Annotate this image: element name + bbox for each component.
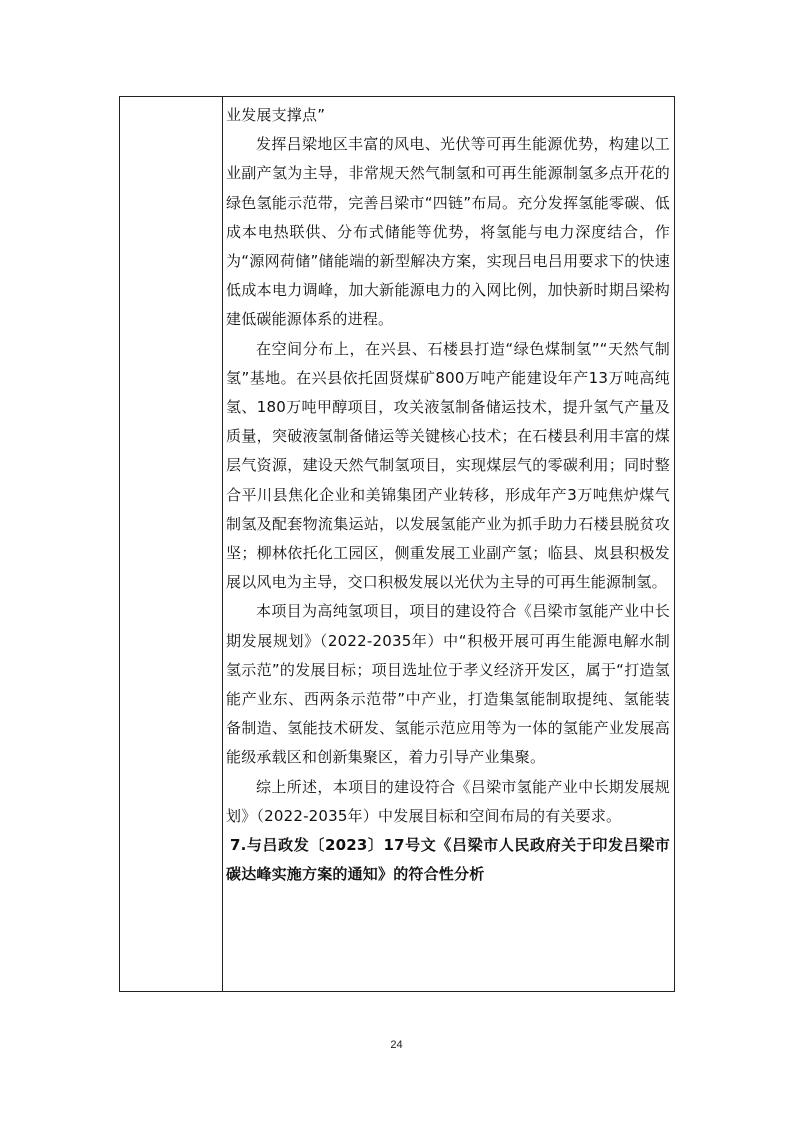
paragraph-wind-solar: 发挥吕梁地区丰富的风电、光伏等可再生能源优势，构建以工业副产氢为主导，非常规天然气制氢和可再生能源制氢多点开花的绿色氢能示范带，完善吕梁市“四链”布局。充分发挥氢能零碳、低成本电热联供、分布式储能等优势，将氢能与电力深度结合，作为“源网荷储”储能端的新型解决方案，实现吕电吕用要求下的快速低成本电力调峰，加大新能源电力的入网比例，加快新时期吕梁构建低碳能源体系的进程。 xyxy=(226,135,670,329)
table-content-cell xyxy=(226,101,670,889)
paragraph-project-compliance: 本项目为高纯氢项目，项目的建设符合《吕梁市氢能产业中长期发展规划》（2022-2035年）中“积极开展可再生能源电解水制氢示范”的发展目标；项目选址位于孝义经济开发区，属于“打造氢能产业东、西两条示范带”中产业，打造集氢能制取提纯、氢能装备制造、氢能技术研发、氢能示范应用等为一体的氢能产业发展高能级承载区和创新集聚区，着力引导产业集聚。 xyxy=(226,602,670,767)
section-heading: 7.与吕政发〔2023〕17号文《吕梁市人民政府关于印发吕梁市碳达峰实施方案的通知》的符合性分析 xyxy=(226,836,670,884)
page-number: 24 xyxy=(390,1039,403,1051)
content-table xyxy=(119,96,675,992)
column-divider xyxy=(222,97,223,991)
paragraph-spatial-distribution: 在空间分布上，在兴县、石楼县打造“绿色煤制氢”“天然气制氢”基地。在兴县依托固贤煤矿800万吨产能建设年产13万吨高纯氢、180万吨甲醇项目，攻关液氢制备储运技术，提升氢气产量及质量，突破液氢制备储运等关键核心技术；在石楼县利用丰富的煤层气资源，建设天然气制氢项目，实现煤层气的零碳利用；同时整合平川县焦化企业和美锦集团产业转移，形成年产3万吨焦炉煤气制氢及配套物流集运站，以发展氢能产业为抓手助力石楼县脱贫攻坚；柳林依托化工园区，侧重发展工业副产氢；临县、岚县积极发展以风电为主导，交口积极发展以光伏为主导的可再生能源制氢。 xyxy=(226,339,670,592)
paragraph-continuation: 业发展支撑点” xyxy=(226,106,326,124)
paragraph-summary: 综上所述，本项目的建设符合《吕梁市氢能产业中长期发展规划》（2022-2035年）中发展目标和空间布局的有关要求。 xyxy=(226,777,670,825)
